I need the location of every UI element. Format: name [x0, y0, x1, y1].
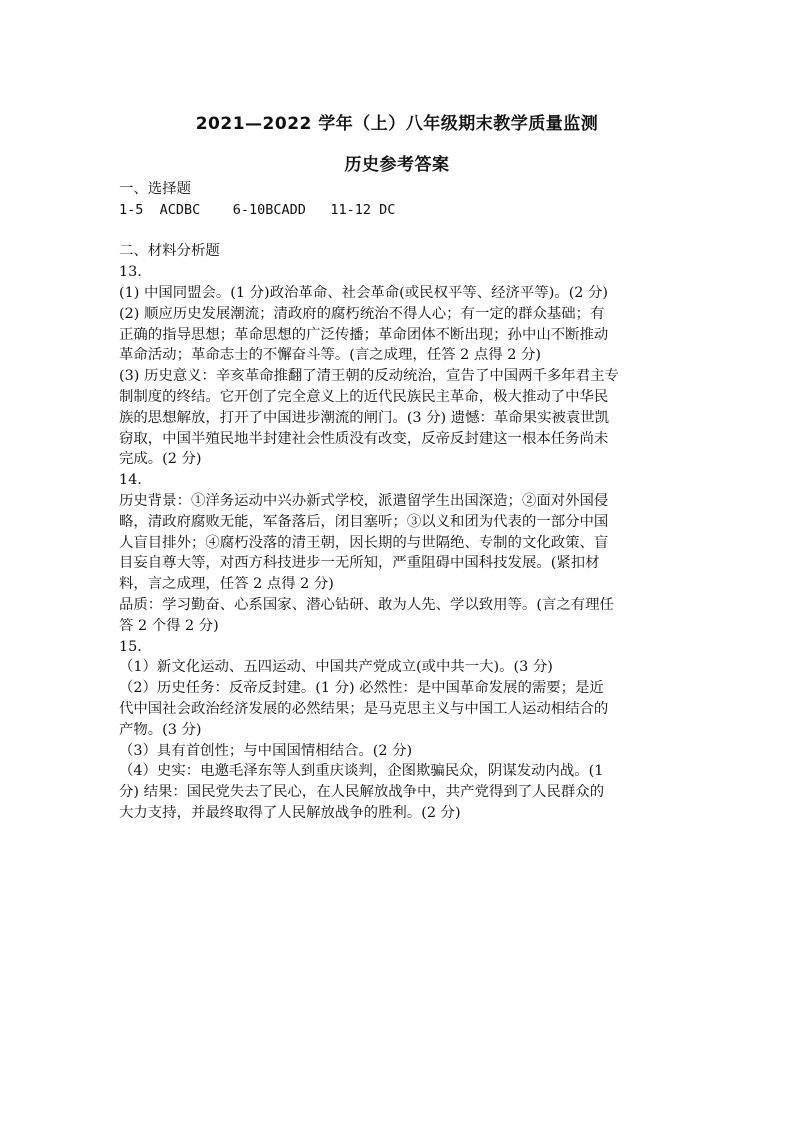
answer-line: （1）新文化运动、五四运动、中国共产党成立(或中共一大)。(3 分) — [119, 659, 553, 676]
answer-line: 正确的指导思想；革命思想的广泛传播；革命团体不断出现；孙中山不断推动 — [119, 326, 609, 343]
answer-line: (2) 顺应历史发展潮流；清政府的腐朽统治不得人心；有一定的群众基础；有 — [119, 305, 605, 322]
section-heading-choice: 一、选择题 — [119, 181, 191, 197]
answer-line: 答 2 个得 2 分) — [119, 617, 219, 634]
question-number: 13. — [119, 264, 142, 281]
answer-line: （4）史实：电邀毛泽东等人到重庆谈判，企图欺骗民众，阴谋发动内战。(1 — [119, 763, 604, 780]
answer-line: 产物。(3 分) — [119, 721, 202, 738]
answer-line: 人盲目排外；④腐朽没落的清王朝，因长期的与世隔绝、专制的文化政策、盲 — [119, 534, 609, 551]
answer-line: 革命活动；革命志士的不懈奋斗等。(言之成理，任答 2 点得 2 分) — [119, 347, 541, 364]
answer-line: 目妄自尊大等，对西方科技进步一无所知，严重阻碍中国科技发展。(紧扣材 — [119, 555, 600, 572]
answer-line: （3）具有首创性；与中国国情相结合。(2 分) — [119, 742, 413, 759]
answer-line: 制制度的终结。它开创了完全意义上的近代民族民主革命，极大推动了中华民 — [119, 388, 609, 405]
answer-line: （2）历史任务：反帝反封建。(1 分) 必然性：是中国革命发展的需要；是近 — [119, 680, 604, 697]
answer-line: 分) 结果：国民党失去了民心，在人民解放战争中，共产党得到了人民群众的 — [119, 784, 605, 801]
question-number: 14. — [119, 472, 142, 489]
answer-line: (3) 历史意义：辛亥革命推翻了清王朝的反动统治，宣告了中国两千多年君主专 — [119, 368, 619, 385]
choice-answers: 1-5 ACDBC 6-10BCADD 11-12 DC — [119, 201, 396, 218]
document-subtitle: 历史参考答案 — [344, 155, 450, 175]
answer-line: 料，言之成理，任答 2 点得 2 分) — [119, 576, 334, 593]
answer-line: 略，清政府腐败无能，军备落后，闭目塞听；③以义和团为代表的一部分中国 — [119, 513, 609, 530]
answer-line: 品质：学习勤奋、心系国家、潜心钻研、敢为人先、学以致用等。(言之有理任 — [119, 596, 614, 613]
answer-line: 窃取，中国半殖民地半封建社会性质没有改变，反帝反封建这一根本任务尚未 — [119, 430, 609, 447]
answer-line: 大力支持，并最终取得了人民解放战争的胜利。(2 分) — [119, 804, 461, 821]
answer-line: (1) 中国同盟会。(1 分)政治革命、社会革命(或民权平等、经济平等)。(2 分) — [119, 284, 609, 301]
answer-line: 历史背景：①洋务运动中兴办新式学校，派遣留学生出国深造；②面对外国侵 — [119, 492, 609, 509]
spacer — [119, 221, 679, 242]
answer-line: 代中国社会政治经济发展的必然结果；是马克思主义与中国工人运动相结合的 — [119, 700, 609, 717]
document-title: 2021—2022 学年（上）八年级期末教学质量监测 — [195, 114, 599, 134]
answer-line: 完成。(2 分) — [119, 451, 202, 468]
answer-line: 族的思想解放，打开了中国进步潮流的闸门。(3 分) 遗憾：革命果实被袁世凯 — [119, 409, 610, 426]
section-heading-analysis: 二、材料分析题 — [119, 243, 220, 260]
question-number: 15. — [119, 638, 142, 655]
document-body — [119, 179, 679, 824]
